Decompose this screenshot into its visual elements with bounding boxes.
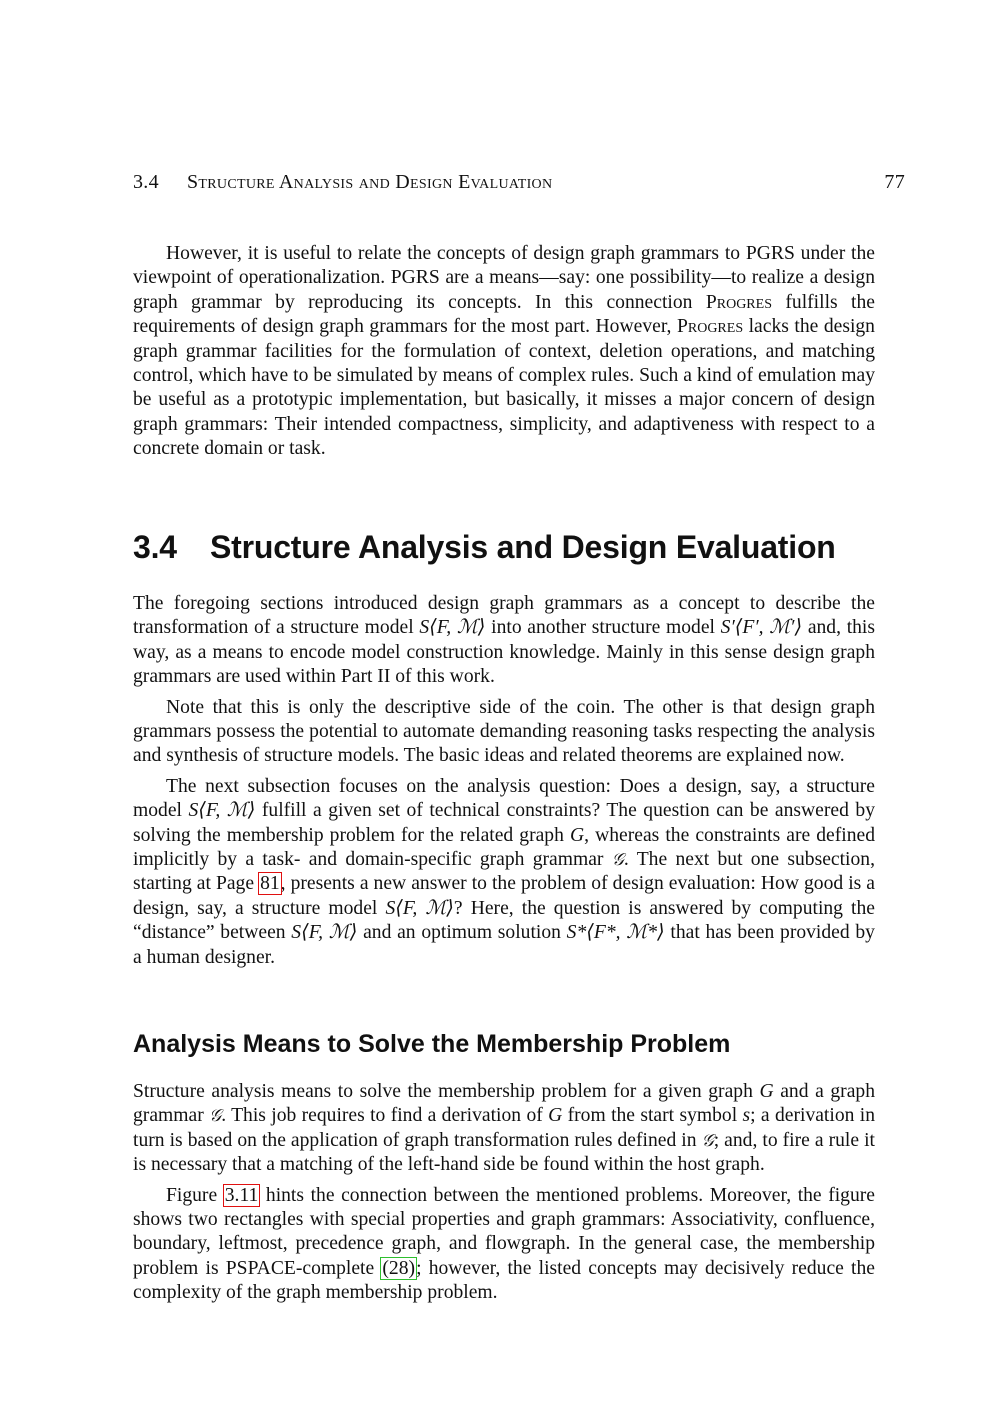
text: The next subsection focuses on the analysis question: Does a design, say, a structure model: [133, 775, 875, 822]
section-number: 3.4: [133, 529, 177, 565]
text: hints the connection between the mentioned problems. Moreover, the figure shows two rectangles with special properties and graph grammars: Associativity, confluence, boundary, leftmost, precedence graph, and flowgraph. In the general case, the membership problem is PSPACE-complete: [133, 1184, 875, 1279]
paragraph: [133, 242, 875, 462]
text: and, this way, as a means to encode model construction knowledge. Mainly in this sense design graph grammars are used within Part II of this work.: [133, 617, 876, 688]
text: , whereas the constraints are defined implicitly by a task- and domain-specific graph grammar: [133, 824, 875, 871]
text: . The next but one subsection, starting at Page: [133, 849, 875, 895]
text: from the start symbol: [562, 1105, 743, 1127]
section-title: Structure Analysis and Design Evaluation: [210, 529, 836, 565]
math: 𝒢: [701, 1130, 714, 1151]
text: Figure: [166, 1184, 224, 1206]
text: Structure analysis means to solve the membership problem for a given graph: [133, 1081, 760, 1102]
figure-reference-link[interactable]: 3.11: [224, 1184, 259, 1206]
text: and an optimum solution: [357, 922, 567, 944]
math: 𝒢: [209, 1106, 222, 1127]
text: . This job requires to find a derivation of: [221, 1105, 549, 1127]
math: S⟨F, ℳ⟩: [419, 617, 486, 639]
section-body: [133, 592, 875, 970]
citation-link[interactable]: (28): [382, 1257, 416, 1279]
math: S⟨F, ℳ⟩: [385, 897, 454, 919]
math: S*⟨F*, ℳ*⟩: [566, 922, 665, 944]
subsection-body: [133, 1080, 875, 1306]
text: The foregoing sections introduced design graph grammars as a concept to describe the transformation of a structure model: [133, 593, 875, 639]
intro-block: [133, 242, 875, 462]
math: G: [548, 1105, 563, 1127]
text: , presents a new answer to the problem of design evaluation: How good is a design, say, a structure model: [133, 873, 875, 919]
running-head-title: Structure Analysis and Design Evaluation: [187, 171, 553, 193]
progres-name: Progres: [705, 291, 772, 313]
text: that has been provided by a human designer.: [133, 922, 875, 968]
text: ; a derivation in turn is based on the application of graph transformation rules defined in: [133, 1105, 876, 1151]
math: S⟨F, ℳ⟩: [291, 922, 358, 944]
text: However, it is useful to relate the concepts of design graph grammars to PGRS under the viewpoint of operationalization. PGRS are a means—say: one possibility—to realize a design graph grammar by reproducing its concepts. In this connection: [133, 243, 875, 313]
text: ; however, the listed concepts may decisively reduce the complexity of the graph membership problem.: [133, 1257, 875, 1304]
running-head: [133, 171, 905, 194]
text: lacks the design graph grammar facilities for the formulation of context, deletion operations, and matching control, which have to be simulated by means of complex rules. Such a kind of emulation may be useful as a prototypic implementation, but basically, it misses a major concern of design graph grammars: Their intended compactness, simplicity, and adaptiveness with respect to a concrete domain or task.: [133, 316, 875, 460]
math: G: [569, 824, 585, 846]
page-reference-link[interactable]: 81: [260, 873, 280, 895]
text: ? Here, the question is answered by computing the “distance” between: [133, 897, 875, 944]
math: S′⟨F′, ℳ′⟩: [720, 617, 803, 639]
math: 𝒢: [611, 850, 624, 871]
math: S⟨F, ℳ⟩: [188, 800, 256, 822]
paragraph: [133, 775, 875, 970]
text: fulfills the requirements of design graph grammars for the most part. However,: [133, 291, 875, 338]
paragraph: [133, 1080, 875, 1178]
math: G: [759, 1081, 774, 1102]
text: into another structure model: [485, 617, 721, 639]
math: s: [742, 1105, 751, 1127]
page-number: 77: [884, 171, 905, 193]
text: ; and, to fire a rule it is necessary that a matching of the left-hand side be found within the host graph.: [133, 1129, 875, 1176]
paragraph: [133, 592, 875, 690]
text: and a graph grammar: [133, 1081, 875, 1127]
progres-name: Progres: [676, 316, 744, 338]
text: fulfill a given set of technical constraints? The question can be answered by solving the membership problem for the related graph: [133, 800, 875, 846]
section-heading: [133, 529, 836, 566]
paragraph: Note that this is only the descriptive side of the coin. The other is that design graph grammars possess the potential to automate demanding reasoning tasks respecting the analysis and synthesis of structure models. The basic ideas and related theorems are explained now.: [133, 696, 875, 767]
running-head-number: 3.4: [133, 171, 159, 193]
subsection-heading: Analysis Means to Solve the Membership Problem: [133, 1030, 731, 1058]
paragraph: [133, 1184, 875, 1306]
